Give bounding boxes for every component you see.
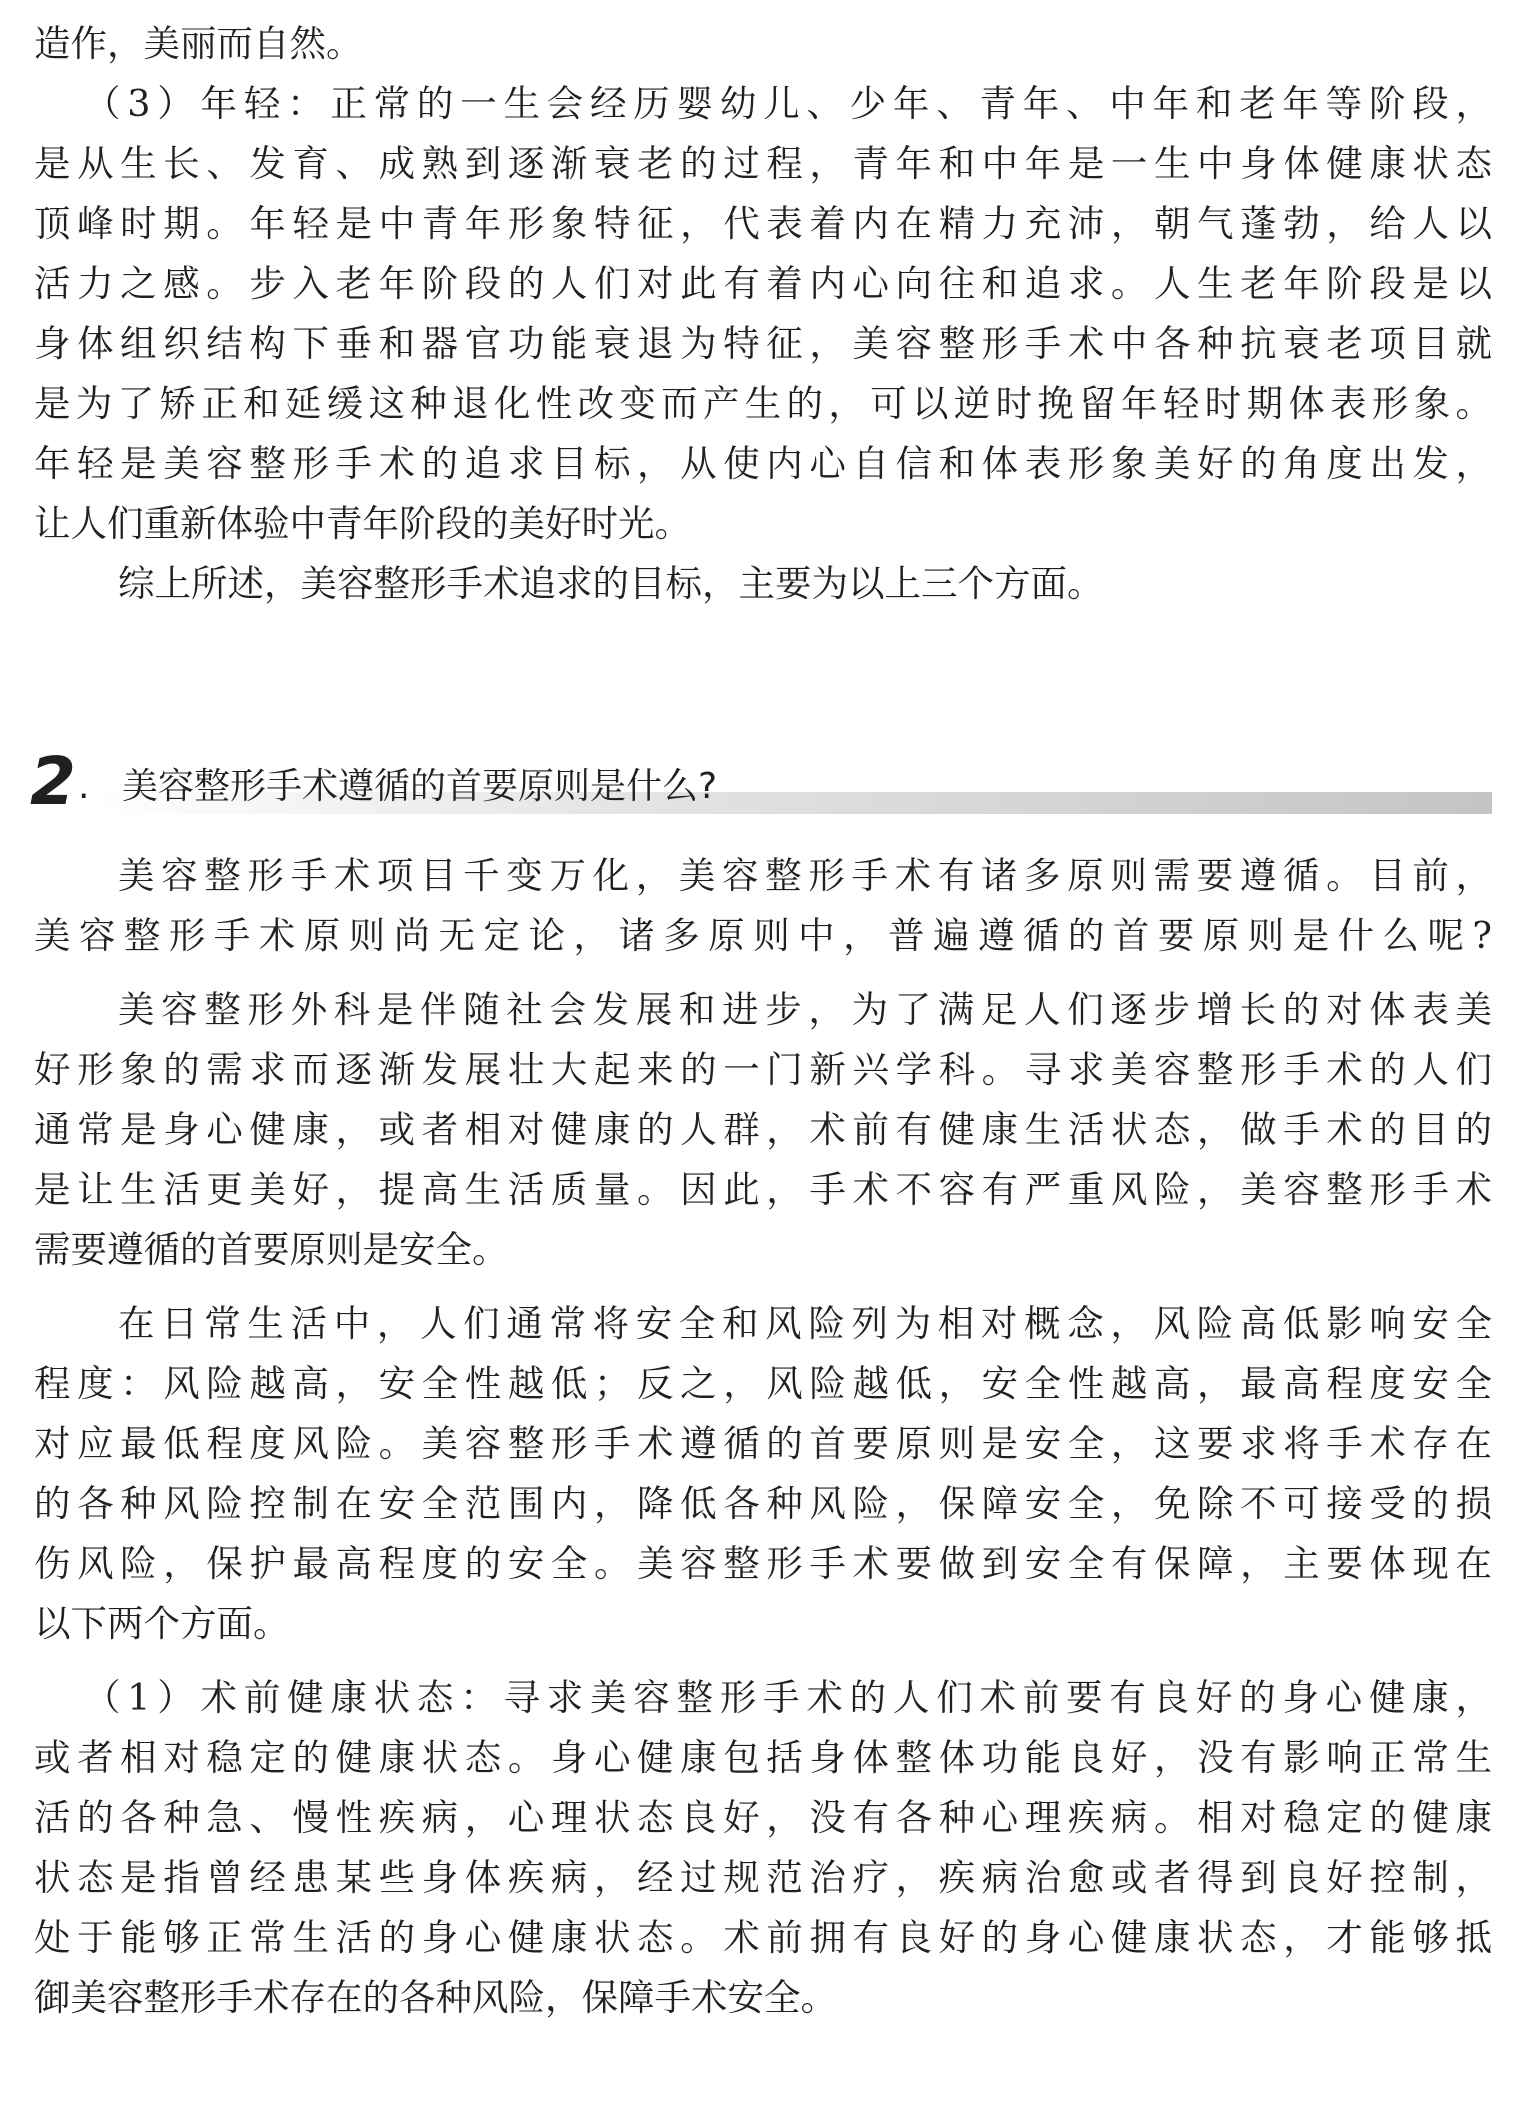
section-number: 2	[30, 743, 76, 820]
section-title: 美容整形手术遵循的首要原则是什么?	[122, 766, 718, 807]
paragraph-line: 顶峰时期。年轻是中青年形象特征，代表着内在精力充沛，朝气蓬勃，给人以	[34, 202, 1492, 245]
paragraph-line: 的各种风险控制在安全范围内，降低各种风险，保障安全，免除不可接受的损	[34, 1482, 1492, 1525]
paragraph-line: 需要遵循的首要原则是安全。	[34, 1228, 509, 1271]
paragraph-line: 年轻是美容整形手术的追求目标，从使内心自信和体表形象美好的角度出发，	[34, 442, 1492, 485]
paragraph-line: 让人们重新体验中青年阶段的美好时光。	[34, 502, 691, 545]
paragraph-line: 美容整形外科是伴随社会发展和进步，为了满足人们逐步增长的对体表美	[118, 988, 1492, 1031]
section-number-dot: .	[78, 766, 90, 807]
paragraph-line: 处于能够正常生活的身心健康状态。术前拥有良好的身心健康状态，才能够抵	[34, 1916, 1492, 1959]
paragraph-line: 好形象的需求而逐渐发展壮大起来的一门新兴学科。寻求美容整形手术的人们	[34, 1048, 1492, 1091]
section-heading	[30, 743, 1492, 826]
paragraph-line: 综上所述，美容整形手术追求的目标，主要为以上三个方面。	[118, 562, 1104, 605]
paragraph-line: 状态是指曾经患某些身体疾病，经过规范治疗，疾病治愈或者得到良好控制，	[34, 1856, 1492, 1899]
paragraph-line: 活的各种急、慢性疾病，心理状态良好，没有各种心理疾病。相对稳定的健康	[34, 1796, 1492, 1839]
paragraph-line: 是让生活更美好，提高生活质量。因此，手术不容有严重风险，美容整形手术	[34, 1168, 1492, 1211]
paragraph-line: 对应最低程度风险。美容整形手术遵循的首要原则是安全，这要求将手术存在	[34, 1422, 1492, 1465]
paragraph-line: 美容整形手术原则尚无定论，诸多原则中，普遍遵循的首要原则是什么呢?	[34, 914, 1492, 957]
paragraph-line: 是为了矫正和延缓这种退化性改变而产生的，可以逆时挽留年轻时期体表形象。	[34, 382, 1492, 425]
paragraph-line: 身体组织结构下垂和器官功能衰退为特征，美容整形手术中各种抗衰老项目就	[34, 322, 1492, 365]
paragraph-line: 程度：风险越高，安全性越低；反之，风险越低，安全性越高，最高程度安全	[34, 1362, 1492, 1405]
paragraph-line: 造作，美丽而自然。	[34, 22, 363, 65]
paragraph-line: 活力之感。步入老年阶段的人们对此有着内心向往和追求。人生老年阶段是以	[34, 262, 1492, 305]
paragraph-line: 或者相对稳定的健康状态。身心健康包括身体整体功能良好，没有影响正常生	[34, 1736, 1492, 1779]
paragraph-line: 伤风险，保护最高程度的安全。美容整形手术要做到安全有保障，主要体现在	[34, 1542, 1492, 1585]
paragraph-line: 通常是身心健康，或者相对健康的人群，术前有健康生活状态，做手术的目的	[34, 1108, 1492, 1151]
paragraph-line: 在日常生活中，人们通常将安全和风险列为相对概念，风险高低影响安全	[118, 1302, 1492, 1345]
paragraph-line: 美容整形手术项目千变万化，美容整形手术有诸多原则需要遵循。目前，	[118, 854, 1492, 897]
paragraph-line: 御美容整形手术存在的各种风险，保障手术安全。	[34, 1976, 837, 2019]
paragraph-line: （3）年轻：正常的一生会经历婴幼儿、少年、青年、中年和老年等阶段，	[84, 82, 1492, 125]
paragraph-line: 以下两个方面。	[34, 1602, 290, 1645]
paragraph-line: 是从生长、发育、成熟到逐渐衰老的过程，青年和中年是一生中身体健康状态	[34, 142, 1492, 185]
paragraph-line: （1）术前健康状态：寻求美容整形手术的人们术前要有良好的身心健康，	[84, 1676, 1492, 1719]
